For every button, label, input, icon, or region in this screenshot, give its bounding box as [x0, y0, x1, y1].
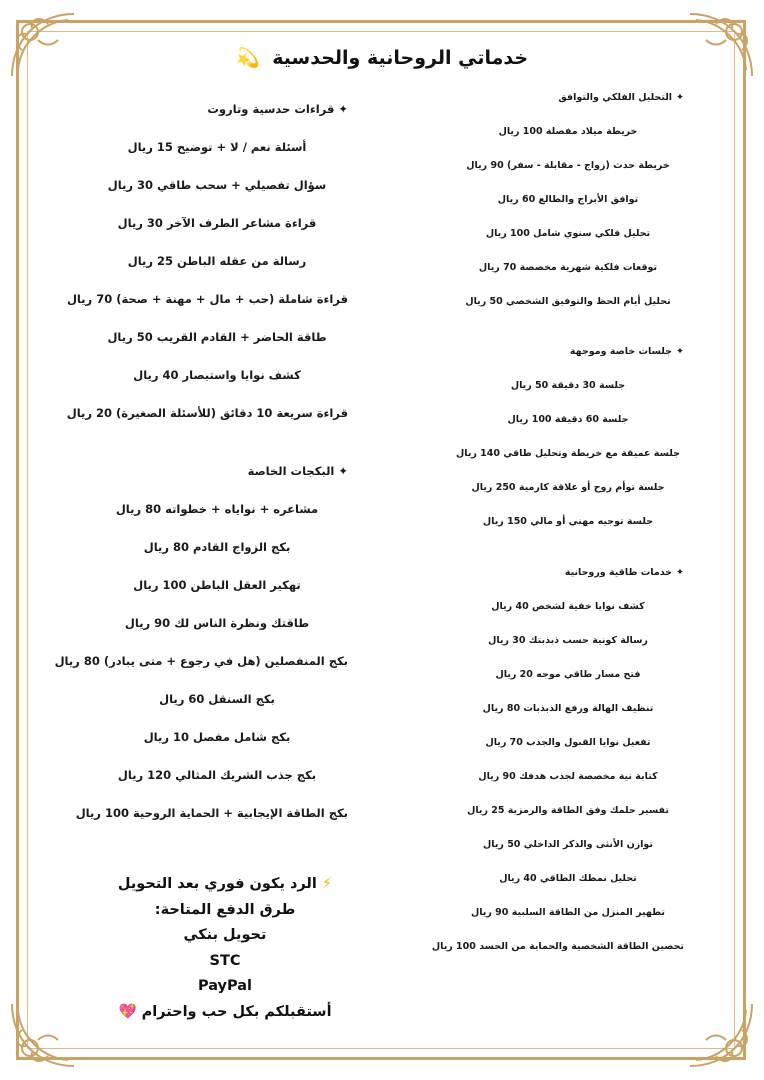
list-item: أسئلة نعم / لا + توضيح 15 ريال — [127, 140, 307, 154]
list-item: تحصين الطاقة الشخصية والحماية من الحسد 100 ريال — [431, 941, 684, 952]
sparkle-icon: ✦ — [676, 92, 684, 103]
reply-note: ⚡ الرد يكون فوري بعد التحويل — [117, 876, 333, 892]
list-item: خريطة ميلاد مفصلة 100 ريال — [498, 126, 638, 137]
list-item: فتح مسار طاقي موجه 20 ريال — [495, 669, 641, 680]
list-item: رسالة كونية حسب ذبذبتك 30 ريال — [488, 635, 648, 646]
list-item: بكج السنقل 60 ريال — [159, 692, 275, 706]
corner-ornament-icon — [686, 1000, 756, 1070]
list-item: كشف نوايا خفية لشخص 40 ريال — [491, 601, 645, 612]
list-item: بكج الطاقة الإيجابية + الحماية الروحية 100 ريال — [75, 806, 348, 820]
list-item: تهكير العقل الباطن 100 ريال — [133, 578, 301, 592]
corner-ornament-icon — [8, 1000, 78, 1070]
list-item: جلسة عميقة مع خريطة وتحليل طاقي 140 ريال — [456, 448, 680, 459]
list-item: خريطة حدث (زواج - مقابلة - سفر) 90 ريال — [466, 160, 670, 171]
sparkle-icon: ✦ — [676, 567, 684, 578]
payment-method: STC — [209, 952, 241, 969]
lightning-icon: ⚡ — [321, 876, 333, 892]
list-item: سؤال تفصيلي + سحب طاقي 30 ريال — [107, 178, 327, 192]
list-item: بكج شامل مفصل 10 ريال — [143, 730, 291, 744]
list-item: تحليل فلكي سنوي شامل 100 ريال — [485, 228, 651, 239]
list-item: قراءة سريعة 10 دقائق (للأسئلة الصغيرة) 20 ريال — [66, 406, 348, 420]
section-header: ✦التحليل الفلكي والتوافق — [558, 92, 684, 103]
page-title — [0, 46, 764, 69]
corner-ornament-icon — [8, 10, 78, 80]
payment-method: تحويل بنكي — [183, 927, 267, 943]
list-item: جلسة 30 دقيقة 50 ريال — [510, 380, 626, 391]
heart-icon: 💖 — [118, 1003, 137, 1020]
payment-method: PayPal — [197, 978, 253, 994]
list-item: تنظيف الهالة ورفع الذبذبات 80 ريال — [482, 703, 654, 714]
list-item: تحليل نمطك الطاقي 40 ريال — [499, 873, 637, 884]
list-item: تفسير حلمك وفق الطاقة والرمزية 25 ريال — [467, 805, 669, 816]
section-header: ✦جلسات خاصة وموجهة — [569, 346, 684, 357]
list-item: تحليل أيام الحظ والتوفيق الشخصي 50 ريال — [465, 296, 671, 307]
list-item: قراءة شاملة (حب + مال + مهنة + صحة) 70 ريال — [66, 292, 348, 306]
list-item: قراءة مشاعر الطرف الآخر 30 ريال — [117, 216, 317, 230]
payment-footer — [100, 872, 350, 1025]
sparkle-icon: ✦ — [338, 102, 348, 116]
closing-note: أستقبلكم بكل حب واحترام 💖 — [118, 1003, 332, 1020]
list-item: طاقتك ونظرة الناس لك 90 ريال — [124, 616, 310, 630]
sparkle-icon: ✦ — [676, 346, 684, 357]
dizzy-star-icon: 💫 — [235, 47, 260, 69]
list-item: بكج الزواج القادم 80 ريال — [143, 540, 291, 554]
list-item: جلسة 60 دقيقة 100 ريال — [507, 414, 629, 425]
list-item: كتابة نية مخصصة لجذب هدفك 90 ريال — [478, 771, 658, 782]
list-item: تطهير المنزل من الطاقة السلبية 90 ريال — [471, 907, 665, 918]
list-item: كشف نوايا واستبصار 40 ريال — [133, 368, 301, 382]
section-header: ✦البكجات الخاصة — [247, 464, 348, 478]
list-item: رسالة من عقله الباطن 25 ريال — [127, 254, 307, 268]
payment-title: طرق الدفع المتاحة: — [154, 901, 296, 918]
list-item: بكج جذب الشريك المثالي 120 ريال — [117, 768, 317, 782]
list-item: جلسة توأم روح أو علاقة كارمية 250 ريال — [471, 482, 665, 493]
list-item: توازن الأنثى والذكر الداخلي 50 ريال — [483, 839, 653, 850]
list-item: تفعيل نوايا القبول والجذب 70 ريال — [485, 737, 651, 748]
list-item: توافق الأبراج والطالع 60 ريال — [497, 194, 639, 205]
sparkle-icon: ✦ — [338, 464, 348, 478]
page-title-text: خدماتي الروحانية والحدسية — [272, 47, 529, 69]
list-item: مشاعره + نواياه + خطواته 80 ريال — [115, 502, 319, 516]
section-header: ✦قراءات حدسية وتاروت — [207, 102, 348, 116]
corner-ornament-icon — [686, 10, 756, 80]
list-item: بكج المنفصلين (هل في رجوع + متى يبادر) 80 ريال — [54, 654, 348, 668]
section-header: ✦خدمات طاقية وروحانية — [564, 567, 684, 578]
list-item: طاقة الحاضر + القادم القريب 50 ريال — [107, 330, 327, 344]
list-item: توقعات فلكية شهرية مخصصة 70 ريال — [478, 262, 658, 273]
list-item: جلسة توجيه مهني أو مالي 150 ريال — [482, 516, 654, 527]
